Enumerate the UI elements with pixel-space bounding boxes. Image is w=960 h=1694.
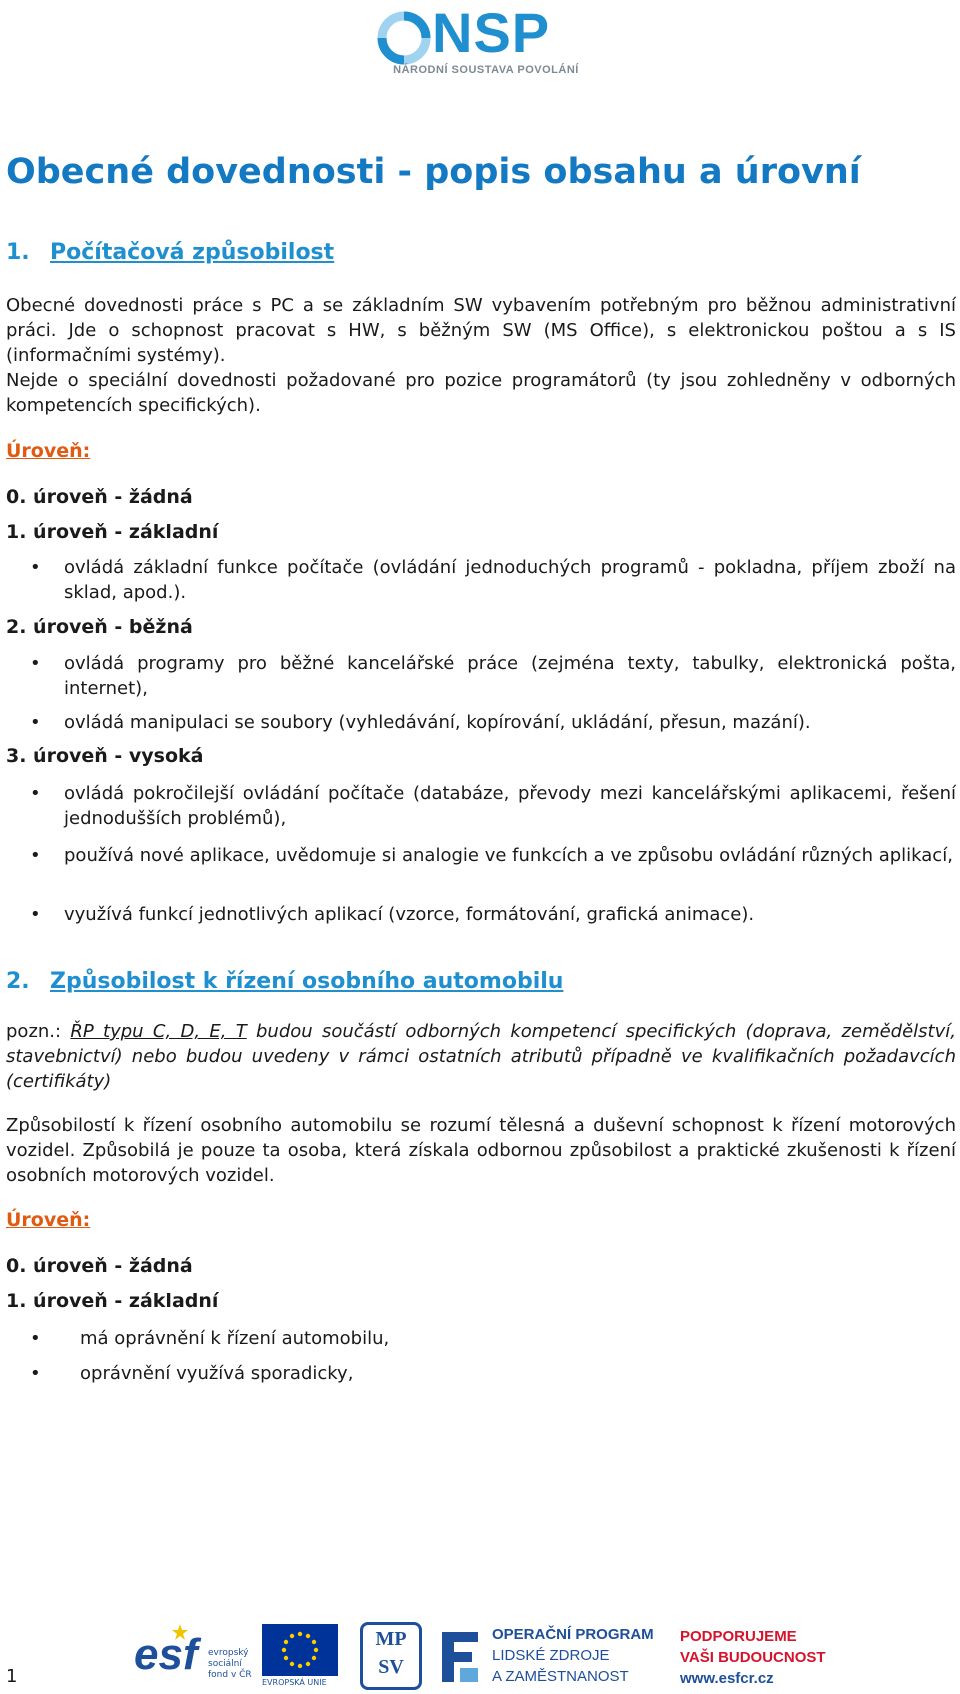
logo-subtitle: NÁRODNÍ SOUSTAVA POVOLÁNÍ bbox=[393, 64, 579, 76]
section-number: 1. bbox=[6, 240, 30, 265]
nsp-logo-mark-icon bbox=[374, 8, 434, 68]
section-number: 2. bbox=[6, 969, 30, 994]
bullet-icon: • bbox=[30, 1328, 41, 1349]
eu-caption: EVROPSKÁ UNIE bbox=[262, 1678, 327, 1687]
section-2-heading bbox=[6, 969, 563, 994]
esf-caption-line: sociální bbox=[208, 1659, 242, 1669]
esf-logo-text: esf bbox=[134, 1630, 198, 1679]
list-item-text: ovládá manipulaci se soubory (vyhledávání, kopírování, ukládání, přesun, mazání). bbox=[64, 712, 811, 733]
op-lzz-text bbox=[492, 1624, 654, 1687]
list-item bbox=[30, 1361, 956, 1386]
note-prefix: pozn.: bbox=[6, 1021, 62, 1042]
list-item-text: využívá funkcí jednotlivých aplikací (vzorce, formátování, grafická animace). bbox=[64, 904, 755, 925]
nsp-logo bbox=[384, 1, 584, 80]
list-item bbox=[30, 781, 956, 831]
list-item bbox=[30, 843, 956, 868]
list-item-text: ovládá programy pro běžné kancelářské práce (zejména texty, tabulky, elektronická pošta, internet), bbox=[64, 653, 956, 699]
eu-flag-icon bbox=[262, 1624, 338, 1676]
website-link[interactable]: www.esfcr.cz bbox=[680, 1670, 774, 1687]
bullet-icon: • bbox=[30, 557, 41, 578]
slogan-line: VAŠI BUDOUCNOST bbox=[680, 1649, 826, 1666]
esf-caption-line: fond v ČR bbox=[208, 1670, 252, 1680]
list-item-text: ovládá pokročilejší ovládání počítače (databáze, převody mezi kancelářskými aplikacemi, řešení jednodušších problémů), bbox=[64, 783, 956, 829]
level-heading: 3. úroveň - vysoká bbox=[6, 745, 204, 767]
mpsv-logo bbox=[360, 1622, 422, 1690]
list-item bbox=[30, 1326, 956, 1351]
note-text: budou součástí odborných kompetencí specifických (doprava, zemědělství, stavebnictví) nebo budou uvedeny v rámci ostatních atributů případně ve kvalifikačních požadavcích (certifikáty) bbox=[6, 1021, 956, 1092]
level-label: Úroveň: bbox=[6, 1209, 91, 1231]
mpsv-logo-bottom: SV bbox=[378, 1656, 404, 1678]
bullet-icon: • bbox=[30, 845, 41, 866]
section-title: Způsobilost k řízení osobního automobilu bbox=[50, 969, 564, 994]
logo-text: NSP bbox=[432, 1, 551, 64]
level-heading: 0. úroveň - žádná bbox=[6, 1255, 193, 1277]
paragraph: Nejde o speciální dovednosti požadované pro pozice programátorů (ty jsou zohledněny v odborných kompetencích specifických). bbox=[6, 370, 956, 416]
bullet-icon: • bbox=[30, 904, 41, 925]
list-item-text: ovládá základní funkce počítače (ovládání jednoduchých programů - pokladna, příjem zboží na sklad, apod.). bbox=[64, 557, 956, 603]
level-heading: 0. úroveň - žádná bbox=[6, 486, 193, 508]
note-paragraph bbox=[6, 1019, 956, 1094]
bullet-icon: • bbox=[30, 653, 41, 674]
level-heading: 2. úroveň - běžná bbox=[6, 616, 193, 638]
level-label: Úroveň: bbox=[6, 440, 91, 462]
op-lzz-logo bbox=[438, 1624, 658, 1690]
page-number: 1 bbox=[6, 1666, 18, 1687]
op-line: OPERAČNÍ PROGRAM bbox=[492, 1626, 654, 1643]
paragraph: Obecné dovednosti práce s PC a se základním SW vybavením potřebným pro běžnou administrativní práci. Jde o schopnost pracovat s HW, s běžným SW (MS Office), s elektronickou poštou a s IS (informačními systémy). bbox=[6, 295, 956, 366]
list-item bbox=[30, 710, 956, 735]
eu-logo bbox=[262, 1624, 338, 1690]
list-item-text: má oprávnění k řízení automobilu, bbox=[80, 1328, 390, 1349]
section-title: Počítačová způsobilost bbox=[50, 240, 335, 265]
list-item-text: používá nové aplikace, uvědomuje si analogie ve funkcích a ve způsobu ovládání různých aplikací, bbox=[64, 845, 953, 866]
bullet-icon: • bbox=[30, 1363, 41, 1384]
section-1-heading bbox=[6, 240, 334, 265]
bullet-icon: • bbox=[30, 712, 41, 733]
list-item bbox=[30, 902, 956, 927]
list-item bbox=[30, 555, 956, 605]
note-underlined: ŘP typu C, D, E, T bbox=[70, 1021, 247, 1042]
page-title: Obecné dovednosti - popis obsahu a úrovní bbox=[6, 152, 861, 192]
esf-caption-line: evropský bbox=[208, 1648, 249, 1658]
eu-stars-icon bbox=[262, 1624, 338, 1676]
esf-logo-caption bbox=[208, 1648, 252, 1681]
mpsv-logo-top: MP bbox=[375, 1628, 407, 1650]
support-slogan bbox=[680, 1626, 826, 1689]
list-item-text: oprávnění využívá sporadicky, bbox=[80, 1363, 354, 1384]
op-line: A ZAMĚSTNANOST bbox=[492, 1668, 629, 1685]
bullet-icon: • bbox=[30, 783, 41, 804]
esf-logo bbox=[134, 1624, 260, 1690]
list-item bbox=[30, 651, 956, 701]
slogan-line: PODPORUJEME bbox=[680, 1628, 797, 1645]
level-heading: 1. úroveň - základní bbox=[6, 1290, 219, 1312]
op-lzz-mark-icon bbox=[438, 1628, 482, 1686]
level-heading: 1. úroveň - základní bbox=[6, 521, 219, 543]
op-line: LIDSKÉ ZDROJE bbox=[492, 1647, 610, 1664]
paragraph: Způsobilostí k řízení osobního automobilu se rozumí tělesná a duševní schopnost k řízení motorových vozidel. Způsobilá je pouze ta osoba, která získala odbornou způsobilost a praktické zkušenosti k řízení osobních motorových vozidel. bbox=[6, 1115, 956, 1186]
